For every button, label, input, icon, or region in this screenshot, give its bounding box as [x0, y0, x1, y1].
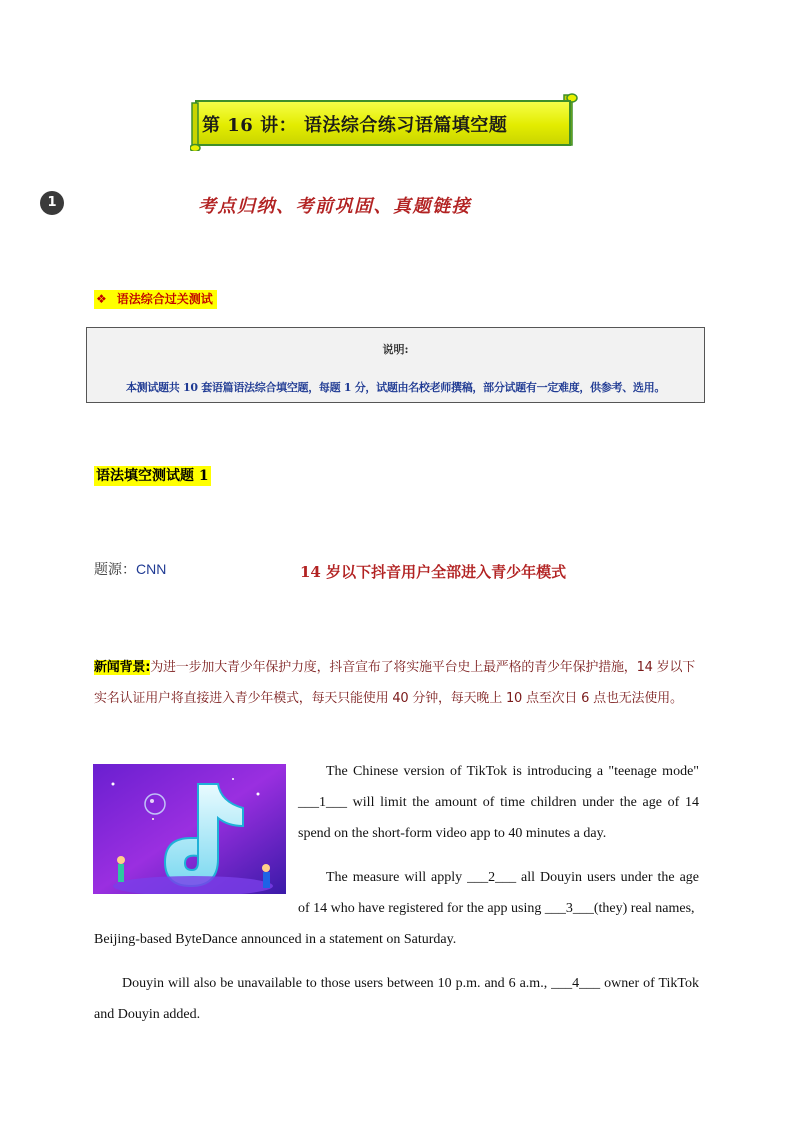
- tiktok-logo-image: [93, 764, 286, 894]
- passage-paragraph-4: Douyin will also be unavailable to those users between 10 p.m. and 6 a.m., ___4___ owner of TikTok and Douyin added.: [94, 976, 699, 1022]
- source-value: CNN: [136, 561, 167, 577]
- section-heading: 考点归纳、考前巩固、真题链接: [198, 196, 471, 217]
- passage-paragraph-2: The measure will apply ___2___ all Douyin users under the age of 14 who have registered for the app using ___3___(they) real names,: [298, 870, 699, 916]
- notice-title: 说明:: [382, 343, 409, 356]
- article-title: 14 岁以下抖音用户全部进入青少年模式: [300, 563, 567, 581]
- notice-box: [86, 327, 705, 403]
- tiktok-illustration: [93, 764, 286, 894]
- news-background-label: 新闻背景:: [94, 660, 151, 675]
- passage-paragraph-1: The Chinese version of TikTok is introducing a "teenage mode" ___1___ will limit the amount of time children under the age of 14 spend on the short-form video app to 40 minutes a day.: [298, 764, 699, 841]
- sub-heading: [94, 290, 217, 309]
- news-background: [94, 652, 704, 714]
- passage-paragraph-3: Beijing-based ByteDance announced in a statement on Saturday.: [94, 932, 457, 947]
- source-label: 题源：: [94, 562, 136, 578]
- news-background-text: 为进一步加大青少年保护力度，抖音宣布了将实施平台史上最严格的青少年保护措施，14 岁以下实名认证用户将直接进入青少年模式，每天只能使用 40 分钟，每天晚上 10 点至次日 6 点也无法使用。: [94, 660, 696, 706]
- page-title: 第 16 讲： 语法综合练习语篇填空题: [202, 115, 508, 136]
- notice-body: 本测试题共 10 套语篇语法综合填空题，每题 1 分，试题由名校老师撰稿，部分试题有一定难度，供参考、选用。: [125, 381, 666, 394]
- diamond-bullet-icon: ❖: [96, 292, 107, 306]
- test-heading: 语法填空测试题 1: [96, 468, 209, 484]
- section-number-badge: 1: [40, 191, 64, 215]
- title-banner: [190, 93, 580, 151]
- sub-heading-label: 语法综合过关测试: [116, 292, 213, 306]
- source-line: [94, 559, 166, 579]
